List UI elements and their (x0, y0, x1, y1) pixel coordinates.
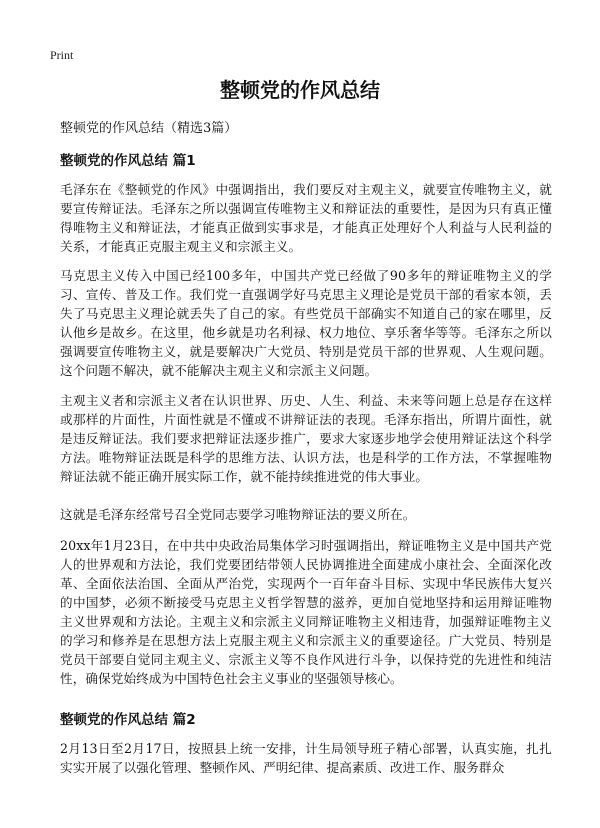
paragraph: 主观主义者和宗派主义者在认识世界、历史、人生、利益、未来等问题上总是存在这样或那样的片面性，片面性就是不懂或不讲辩证法的表现。毛泽东指出，所谓片面性，就是违反辩证法。我们要求把辩证法逐步推广，要求大家逐步地学会使用辩证法这个科学方法。唯物辩证法既是科学的思维方法、认识方法，也是科学的工作方法，不掌握唯物辩证法就不能正确开展实际工作，就不能持续推进党的伟大事业。 (60, 393, 552, 484)
section-heading-2: 整顿党的作风总结 篇2 (60, 712, 196, 728)
paragraph: 毛泽东在《整顿党的作风》中强调指出，我们要反对主观主义，就要宣传唯物主义，就要宣传辩证法。毛泽东之所以强调宣传唯物主义和辩证法的重要性，是因为只有真正懂得唯物主义和辩证法，才能真正做到实事求是，才能真正处理好个人利益与人民利益的关系，才能真正克服主观主义和宗派主义。 (60, 182, 552, 254)
paragraph: 这就是毛泽东经常号召全党同志要学习唯物辩证法的要义所在。 (60, 507, 416, 522)
paragraph: 2月13日至2月17日，按照县上统一安排，计生局领导班子精心部署，认真实施，扎扎实实开展了以强化管理、整顿作风、严明纪律、提高素质、改进工作、服务群众 (60, 741, 552, 775)
document-subtitle: 整顿党的作风总结（精选3篇） (60, 121, 238, 136)
paragraph: 20xx年1月23日，在中共中央政治局集体学习时强调指出，辩证唯物主义是中国共产党人的世界观和方法论，我们党要团结带领人民协调推进全面建成小康社会、全面深化改革、全面依法治国、全面从严治党，实现两个一百年奋斗目标、实现中华民族伟大复兴的中国梦，必须不断接受马克思主义哲学智慧的滋养，更加自觉地坚持和运用辩证唯物主义世界观和方法论。主观主义和宗派主义同辩证唯物主义相违背，加强辩证唯物主义的学习和修养是在思想方法上克服主观主义和宗派主义的重要途径。广大党员、特别是党员干部要自觉同主观主义、宗派主义等不良作风进行斗争，以保持党的先进性和纯洁性，确保党始终成为中国特色社会主义事业的坚强领导核心。 (60, 538, 552, 686)
document-title: 整顿党的作风总结 (220, 78, 380, 102)
print-link[interactable]: Print (50, 48, 74, 62)
paragraph: 马克思主义传入中国已经100多年，中国共产党已经做了90多年的辩证唯物主义的学习、宣传、普及工作。我们党一直强调学好马克思主义理论是党员干部的看家本领，丢失了马克思主义理论就丢失了自己的家。有些党员干部确实不知道自己的家在哪里，反认他乡是故乡。在这里，他乡就是功名利禄、权力地位、享乐奢华等等。毛泽东之所以强调要宣传唯物主义，就是要解决广大党员、特别是党员干部的世界观、人生观问题。这个问题不解决，就不能解决主观主义和宗派主义问题。 (60, 268, 552, 378)
section-heading-1: 整顿党的作风总结 篇1 (60, 153, 196, 169)
